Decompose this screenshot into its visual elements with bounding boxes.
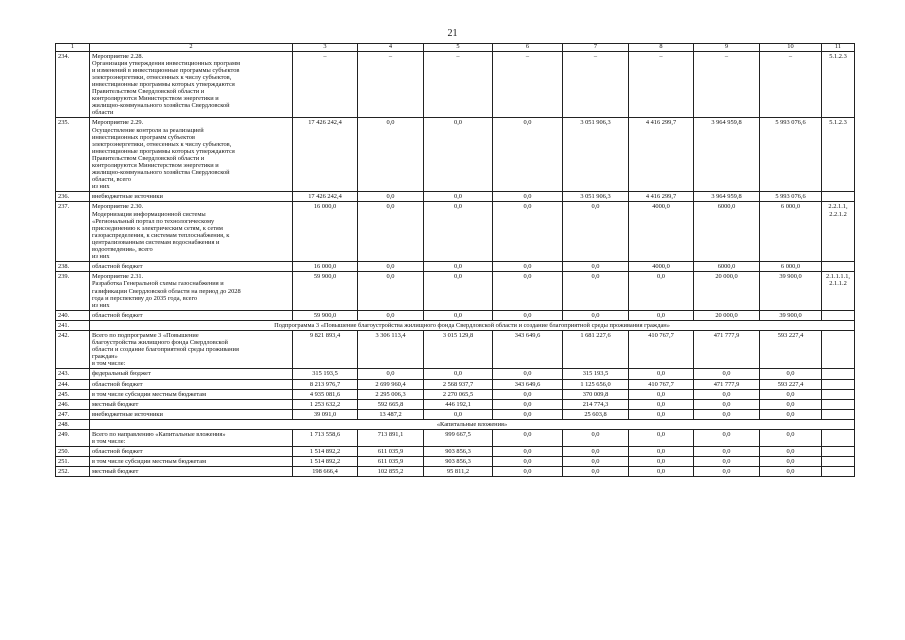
item-name	[90, 262, 293, 272]
item-name-line: Всего по подпрограмме 3 «Повышение	[92, 331, 199, 339]
col-header: 6	[493, 44, 563, 52]
item-name-line: Модернизация информационной системы	[92, 210, 206, 218]
item-name-line: из них	[92, 301, 110, 309]
col-header: 9	[694, 44, 760, 52]
item-name-line: областной бюджет	[92, 263, 143, 271]
amount-cell: 1 713 558,6	[293, 430, 358, 447]
amount-cell: 25 603,8	[563, 409, 629, 419]
table-row	[56, 330, 855, 368]
item-name-line: «Региональный портал по технологическому	[92, 217, 215, 225]
table-row	[56, 399, 855, 409]
row-number: 240.	[56, 310, 90, 320]
item-name-line: инвестиционные программы которых утверждаются	[92, 147, 235, 155]
amount-cell: 471 777,9	[694, 379, 760, 389]
amount-cell: 593 227,4	[760, 379, 822, 389]
amount-cell: 0,0	[760, 399, 822, 409]
amount-cell: 0,0	[563, 467, 629, 477]
amount-cell: 0,0	[493, 202, 563, 262]
amount-cell: 3 964 959,8	[694, 192, 760, 202]
section-row	[56, 320, 855, 330]
item-name-line: Правительством Свердловской области и	[92, 154, 205, 162]
amount-cell: –	[493, 51, 563, 118]
amount-cell: 6000,0	[694, 262, 760, 272]
table-row	[56, 310, 855, 320]
amount-cell: 903 856,3	[424, 447, 493, 457]
amount-cell: 611 035,9	[358, 447, 424, 457]
row-number: 238.	[56, 262, 90, 272]
amount-cell: 446 192,1	[424, 399, 493, 409]
item-name-line: Мероприятие 2.31.	[92, 273, 144, 281]
item-name-line: в том числе субсидии местным бюджетам	[92, 458, 207, 466]
item-name-line: областной бюджет	[92, 448, 143, 456]
program-table	[55, 43, 855, 477]
item-name-line: федеральный бюджет	[92, 370, 151, 378]
item-name-line: электроэнергетики, отнесенных к числу субъектов,	[92, 140, 232, 148]
amount-cell: 8 213 976,7	[293, 379, 358, 389]
amount-cell: 0,0	[694, 399, 760, 409]
amount-cell: 0,0	[694, 369, 760, 379]
amount-cell: 0,0	[629, 389, 694, 399]
target-code: 5.1.2.3	[822, 118, 855, 192]
amount-cell: 0,0	[694, 389, 760, 399]
target-code: 2.1.1.1.1, 2.1.1.2	[822, 272, 855, 310]
row-number: 252.	[56, 467, 90, 477]
item-name-line: Мероприятие 2.29.	[92, 119, 144, 127]
row-number: 251.	[56, 457, 90, 467]
item-name-line: из них	[92, 183, 110, 191]
col-header: 8	[629, 44, 694, 52]
amount-cell: 1 681 227,6	[563, 330, 629, 368]
amount-cell: 0,0	[629, 430, 694, 447]
item-name-line: из них	[92, 253, 110, 261]
amount-cell: 315 193,5	[293, 369, 358, 379]
target-code	[822, 430, 855, 447]
amount-cell: 2 699 960,4	[358, 379, 424, 389]
row-number: 244.	[56, 379, 90, 389]
amount-cell: 0,0	[424, 202, 493, 262]
amount-cell: 6 000,0	[760, 202, 822, 262]
amount-cell: 0,0	[760, 447, 822, 457]
page-number: 21	[447, 28, 458, 39]
item-name	[90, 467, 293, 477]
target-code	[822, 389, 855, 399]
table-row	[56, 272, 855, 310]
amount-cell: 0,0	[629, 457, 694, 467]
amount-cell: 0,0	[358, 192, 424, 202]
amount-cell: 39 900,0	[760, 272, 822, 310]
row-number: 234.	[56, 51, 90, 118]
table-row	[56, 389, 855, 399]
item-name-line: газораспределения, к системам теплоснабжения, к	[92, 231, 230, 239]
amount-cell: 611 035,9	[358, 457, 424, 467]
item-name	[90, 330, 293, 368]
item-name-line: внебюджетные источники	[92, 193, 163, 201]
amount-cell: 0,0	[493, 467, 563, 477]
section-title: Подпрограмма 3 «Повышение благоустройства жилищного фонда Свердловской области и создание благоприятной среды проживания граждан»	[90, 320, 855, 330]
item-name	[90, 379, 293, 389]
amount-cell: 343 649,6	[493, 379, 563, 389]
item-name-line: электроэнергетики, отнесенных к числу субъектов,	[92, 73, 232, 81]
amount-cell: 39 091,0	[293, 409, 358, 419]
item-name-line: областной бюджет	[92, 380, 143, 388]
amount-cell: 0,0	[563, 310, 629, 320]
table-row	[56, 457, 855, 467]
item-name-line: контролируются Министерством энергетики и	[92, 95, 219, 103]
item-name	[90, 399, 293, 409]
amount-cell: 59 900,0	[293, 272, 358, 310]
target-code	[822, 457, 855, 467]
amount-cell: 0,0	[493, 192, 563, 202]
row-number: 241.	[56, 320, 90, 330]
amount-cell: 6000,0	[694, 202, 760, 262]
table-row	[56, 118, 855, 192]
amount-cell: 0,0	[563, 272, 629, 310]
item-name	[90, 51, 293, 118]
amount-cell: 2 295 006,3	[358, 389, 424, 399]
item-name-line: контролируются Министерством энергетики и	[92, 162, 219, 169]
amount-cell: 0,0	[760, 369, 822, 379]
amount-cell: 39 900,0	[760, 310, 822, 320]
amount-cell: 0,0	[563, 457, 629, 467]
amount-cell: 0,0	[424, 272, 493, 310]
section-title: «Капитальные вложения»	[90, 419, 855, 429]
amount-cell: 0,0	[358, 262, 424, 272]
amount-cell: 17 426 242,4	[293, 118, 358, 192]
item-name-line: в том числе:	[92, 438, 126, 446]
amount-cell: 0,0	[694, 457, 760, 467]
col-header: 10	[760, 44, 822, 52]
amount-cell: 2 568 937,7	[424, 379, 493, 389]
amount-cell: 471 777,9	[694, 330, 760, 368]
item-name-line: присоединению к электрическим сетям, к сетям	[92, 224, 223, 232]
amount-cell: 0,0	[760, 430, 822, 447]
amount-cell: 16 000,0	[293, 262, 358, 272]
amount-cell: 713 891,1	[358, 430, 424, 447]
row-number: 243.	[56, 369, 90, 379]
amount-cell: 315 193,5	[563, 369, 629, 379]
col-header: 1	[56, 44, 90, 52]
amount-cell: –	[629, 51, 694, 118]
item-name-line: области, всего	[92, 176, 131, 184]
amount-cell: 198 666,4	[293, 467, 358, 477]
amount-cell: 59 900,0	[293, 310, 358, 320]
item-name-line: Осуществление контроля за реализацией	[92, 126, 204, 134]
section-row	[56, 419, 855, 429]
amount-cell: 0,0	[629, 467, 694, 477]
item-name	[90, 310, 293, 320]
item-name-line: внебюджетные источники	[92, 410, 163, 418]
amount-cell: 0,0	[629, 272, 694, 310]
table-row	[56, 467, 855, 477]
row-number: 235.	[56, 118, 90, 192]
item-name-line: в том числе:	[92, 360, 126, 368]
row-number: 242.	[56, 330, 90, 368]
item-name-line: областной бюджет	[92, 311, 143, 319]
amount-cell: 6 000,0	[760, 262, 822, 272]
item-name-line: инвестиционные программы которых утверждаются	[92, 80, 235, 88]
table-row	[56, 192, 855, 202]
item-name-line: Мероприятие 2.30.	[92, 203, 144, 211]
table-row	[56, 409, 855, 419]
amount-cell: 3 051 906,3	[563, 118, 629, 192]
row-number: 237.	[56, 202, 90, 262]
amount-cell: 16 000,0	[293, 202, 358, 262]
amount-cell: 593 227,4	[760, 330, 822, 368]
amount-cell: 4000,0	[629, 202, 694, 262]
item-name	[90, 430, 293, 447]
amount-cell: 0,0	[563, 430, 629, 447]
item-name-line: года и перспективу до 2035 года, всего	[92, 294, 198, 302]
amount-cell: 0,0	[493, 389, 563, 399]
amount-cell: 0,0	[493, 430, 563, 447]
row-number: 250.	[56, 447, 90, 457]
target-code	[822, 369, 855, 379]
amount-cell: 0,0	[493, 369, 563, 379]
amount-cell: 0,0	[694, 467, 760, 477]
table-row	[56, 447, 855, 457]
table-row	[56, 202, 855, 262]
row-number: 245.	[56, 389, 90, 399]
amount-cell: 0,0	[493, 399, 563, 409]
amount-cell: 3 964 959,8	[694, 118, 760, 192]
table-row	[56, 262, 855, 272]
item-name	[90, 202, 293, 262]
amount-cell: 4 416 299,7	[629, 118, 694, 192]
col-header: 7	[563, 44, 629, 52]
amount-cell: 0,0	[358, 202, 424, 262]
amount-cell: 20 000,0	[694, 310, 760, 320]
amount-cell: 3 015 129,8	[424, 330, 493, 368]
amount-cell: 3 051 906,3	[563, 192, 629, 202]
amount-cell: 0,0	[424, 262, 493, 272]
amount-cell: 95 811,2	[424, 467, 493, 477]
amount-cell: 4 416 299,7	[629, 192, 694, 202]
item-name	[90, 369, 293, 379]
target-code	[822, 262, 855, 272]
amount-cell: 370 009,8	[563, 389, 629, 399]
amount-cell: 0,0	[563, 447, 629, 457]
target-code: 5.1.2.3	[822, 51, 855, 118]
amount-cell: 1 514 892,2	[293, 447, 358, 457]
item-name-line: газификации Свердловской области на период до 2028	[92, 287, 241, 295]
item-name-line: Разработка Генеральной схемы газоснабжения и	[92, 280, 224, 288]
row-number: 239.	[56, 272, 90, 310]
amount-cell: 4 935 081,6	[293, 389, 358, 399]
amount-cell: 0,0	[424, 118, 493, 192]
target-code	[822, 379, 855, 389]
item-name-line: Организация утверждения инвестиционных программ	[92, 59, 241, 67]
item-name-line: водоотведения», всего	[92, 246, 153, 254]
amount-cell: 3 306 113,4	[358, 330, 424, 368]
amount-cell: 0,0	[760, 457, 822, 467]
amount-cell: 0,0	[424, 310, 493, 320]
amount-cell: 0,0	[493, 457, 563, 467]
amount-cell: 4000,0	[629, 262, 694, 272]
col-header: 5	[424, 44, 493, 52]
amount-cell: 1 514 892,2	[293, 457, 358, 467]
amount-cell: 410 767,7	[629, 330, 694, 368]
amount-cell: 0,0	[629, 447, 694, 457]
col-header: 4	[358, 44, 424, 52]
amount-cell: 0,0	[760, 389, 822, 399]
item-name-line: Всего по направлению «Капитальные вложения»	[92, 431, 226, 438]
amount-cell: 13 487,2	[358, 409, 424, 419]
row-number: 248.	[56, 419, 90, 429]
item-name-line: и изменений в инвестиционные программы субъектов	[92, 66, 240, 74]
amount-cell: 1 253 632,2	[293, 399, 358, 409]
amount-cell: 0,0	[493, 409, 563, 419]
target-code	[822, 399, 855, 409]
row-number: 247.	[56, 409, 90, 419]
amount-cell: 0,0	[694, 430, 760, 447]
amount-cell: 17 426 242,4	[293, 192, 358, 202]
amount-cell: 0,0	[493, 272, 563, 310]
item-name-line: граждан»	[92, 353, 118, 361]
item-name	[90, 457, 293, 467]
amount-cell: 0,0	[358, 272, 424, 310]
amount-cell: 999 667,5	[424, 430, 493, 447]
amount-cell: 0,0	[629, 369, 694, 379]
amount-cell: 0,0	[493, 310, 563, 320]
target-code	[822, 192, 855, 202]
amount-cell: 20 000,0	[694, 272, 760, 310]
item-name-line: жилищно-коммунального хозяйства Свердловской	[92, 169, 230, 177]
amount-cell: –	[694, 51, 760, 118]
amount-cell: 343 649,6	[493, 330, 563, 368]
target-code	[822, 310, 855, 320]
amount-cell: 1 125 656,0	[563, 379, 629, 389]
amount-cell: –	[760, 51, 822, 118]
col-header: 2	[90, 44, 293, 52]
item-name	[90, 447, 293, 457]
amount-cell: 0,0	[424, 192, 493, 202]
amount-cell: 0,0	[424, 409, 493, 419]
amount-cell: 0,0	[760, 409, 822, 419]
target-code: 2.2.1.1, 2.2.1.2	[822, 202, 855, 262]
target-code	[822, 447, 855, 457]
amount-cell: –	[358, 51, 424, 118]
col-header: 11	[822, 44, 855, 52]
item-name	[90, 389, 293, 399]
item-name-line: местный бюджет	[92, 468, 139, 476]
row-number: 246.	[56, 399, 90, 409]
item-name-line: в том числе субсидии местным бюджетам	[92, 390, 207, 398]
item-name	[90, 192, 293, 202]
amount-cell: 5 993 076,6	[760, 118, 822, 192]
amount-cell: –	[424, 51, 493, 118]
amount-cell: 0,0	[629, 310, 694, 320]
item-name-line: области	[92, 109, 114, 117]
row-number: 249.	[56, 430, 90, 447]
amount-cell: 0,0	[424, 369, 493, 379]
target-code	[822, 409, 855, 419]
col-header: 3	[293, 44, 358, 52]
item-name-line: жилищно-коммунального хозяйства Свердловской	[92, 102, 230, 110]
amount-cell: 0,0	[694, 447, 760, 457]
amount-cell: 0,0	[493, 118, 563, 192]
item-name-line: местный бюджет	[92, 400, 139, 408]
table-row	[56, 369, 855, 379]
amount-cell: –	[563, 51, 629, 118]
amount-cell: –	[293, 51, 358, 118]
item-name-line: Мероприятие 2.28.	[92, 52, 144, 60]
column-number-row	[56, 44, 855, 52]
table-row	[56, 379, 855, 389]
amount-cell: 903 856,3	[424, 457, 493, 467]
amount-cell: 0,0	[358, 369, 424, 379]
amount-cell: 0,0	[358, 310, 424, 320]
amount-cell: 0,0	[629, 399, 694, 409]
amount-cell: 2 270 065,5	[424, 389, 493, 399]
amount-cell: 410 767,7	[629, 379, 694, 389]
target-code	[822, 330, 855, 368]
amount-cell: 0,0	[563, 262, 629, 272]
target-code	[822, 467, 855, 477]
amount-cell: 0,0	[760, 467, 822, 477]
item-name	[90, 272, 293, 310]
amount-cell: 102 855,2	[358, 467, 424, 477]
amount-cell: 0,0	[563, 202, 629, 262]
amount-cell: 0,0	[493, 447, 563, 457]
amount-cell: 9 821 893,4	[293, 330, 358, 368]
amount-cell: 214 774,3	[563, 399, 629, 409]
amount-cell: 0,0	[629, 409, 694, 419]
amount-cell: 592 665,8	[358, 399, 424, 409]
amount-cell: 0,0	[493, 262, 563, 272]
item-name	[90, 118, 293, 192]
row-number: 236.	[56, 192, 90, 202]
item-name	[90, 409, 293, 419]
item-name-line: Правительством Свердловской области и	[92, 88, 205, 96]
amount-cell: 0,0	[694, 409, 760, 419]
item-name-line: области и создание благоприятной среды проживания	[92, 346, 239, 354]
table-row	[56, 51, 855, 118]
table-row	[56, 430, 855, 447]
item-name-line: благоустройства жилищного фонда Свердловской	[92, 339, 228, 347]
amount-cell: 0,0	[358, 118, 424, 192]
amount-cell: 5 993 076,6	[760, 192, 822, 202]
item-name-line: централизованным системам водоснабжения и	[92, 238, 220, 246]
item-name-line: инвестиционных программ субъектов	[92, 133, 196, 141]
